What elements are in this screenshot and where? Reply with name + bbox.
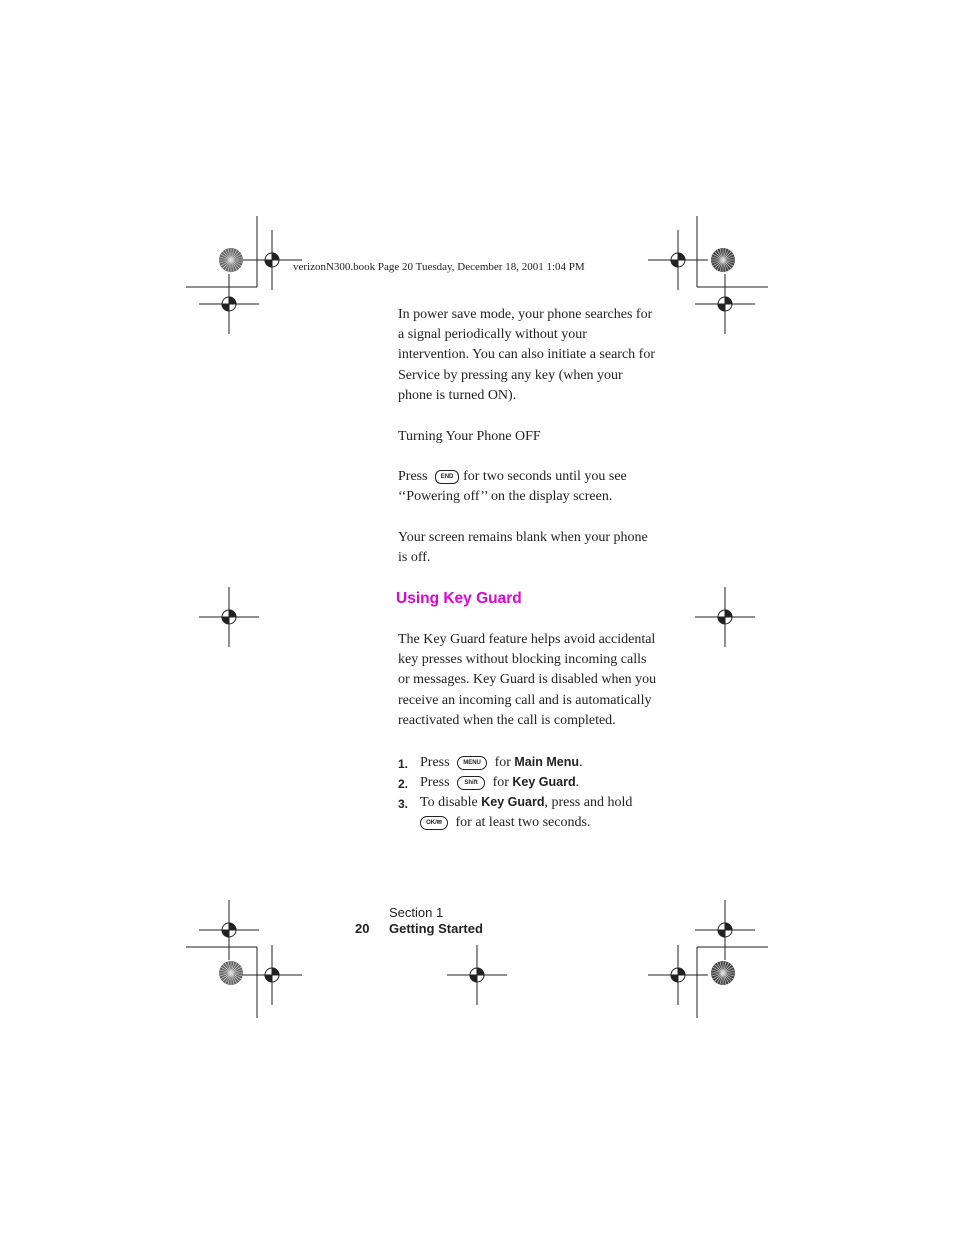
registration-crosshair [695, 900, 755, 960]
step-1 [398, 752, 658, 772]
press-label: Press [398, 469, 428, 484]
step-2 [398, 772, 658, 792]
step-bold: Key Guard [512, 775, 576, 789]
registration-crosshair [199, 587, 259, 647]
registration-crosshair [695, 587, 755, 647]
step-text: , press and hold [544, 795, 633, 810]
color-rosette [711, 248, 735, 272]
intro-paragraph: In power save mode, your phone searches for a signal periodically without your intervention. You can also initiate a search for Service by pressing any key (when your phone is turned ON). [398, 307, 655, 403]
registration-crosshair [648, 230, 708, 290]
footer-section-label: Section 1 [389, 905, 444, 920]
step-text: for at least two seconds. [455, 815, 591, 831]
blank-screen-note: Your screen remains blank when your phone is off. [398, 530, 648, 566]
subheading-turning-off: Turning Your Phone OFF [398, 429, 541, 444]
section-heading: Using Key Guard [396, 590, 522, 607]
registration-crosshair [447, 945, 507, 1005]
step-text: Press [420, 755, 450, 770]
registration-crosshair [648, 945, 708, 1005]
registration-crosshair [695, 274, 755, 334]
color-rosette [711, 961, 735, 985]
registration-crosshair [242, 945, 302, 1005]
step-bold: Main Menu [514, 755, 579, 769]
step-number: 1. [398, 757, 409, 771]
step-text: for [492, 775, 509, 790]
step-text: . [578, 755, 583, 770]
press-rest-1: for two seconds until you see [463, 469, 627, 484]
key-guard-description: The Key Guard feature helps avoid accidental key presses without blocking incoming calls or messages. Key Guard is disabled when you receive an incoming call and is automatically reactivated when the call is completed. [398, 632, 657, 728]
step-number: 3. [398, 797, 409, 811]
color-rosette [219, 248, 243, 272]
power-off-instruction [398, 467, 658, 507]
registration-crosshair [199, 900, 259, 960]
page-number: 20 [355, 921, 370, 936]
ok-key-icon: OK/✉ [420, 816, 448, 830]
step-text: . [575, 775, 580, 790]
shift-star-key-icon: Shift [457, 776, 485, 790]
color-rosette [219, 961, 243, 985]
step-3 [398, 792, 658, 834]
step-text: Press [420, 775, 450, 790]
step-text: To disable [420, 795, 478, 810]
press-rest-2: ‘‘Powering off’’ on the display screen. [398, 489, 613, 505]
step-text: for [494, 755, 511, 770]
step-number: 2. [398, 777, 409, 791]
file-stamp: verizonN300.book Page 20 Tuesday, December 18, 2001 1:04 PM [293, 261, 585, 273]
end-key-icon: END [435, 470, 459, 484]
chapter-title: Getting Started [389, 921, 483, 936]
step-bold: Key Guard [481, 795, 545, 809]
registration-crosshair [199, 274, 259, 334]
menu-key-icon: MENU [457, 756, 487, 770]
